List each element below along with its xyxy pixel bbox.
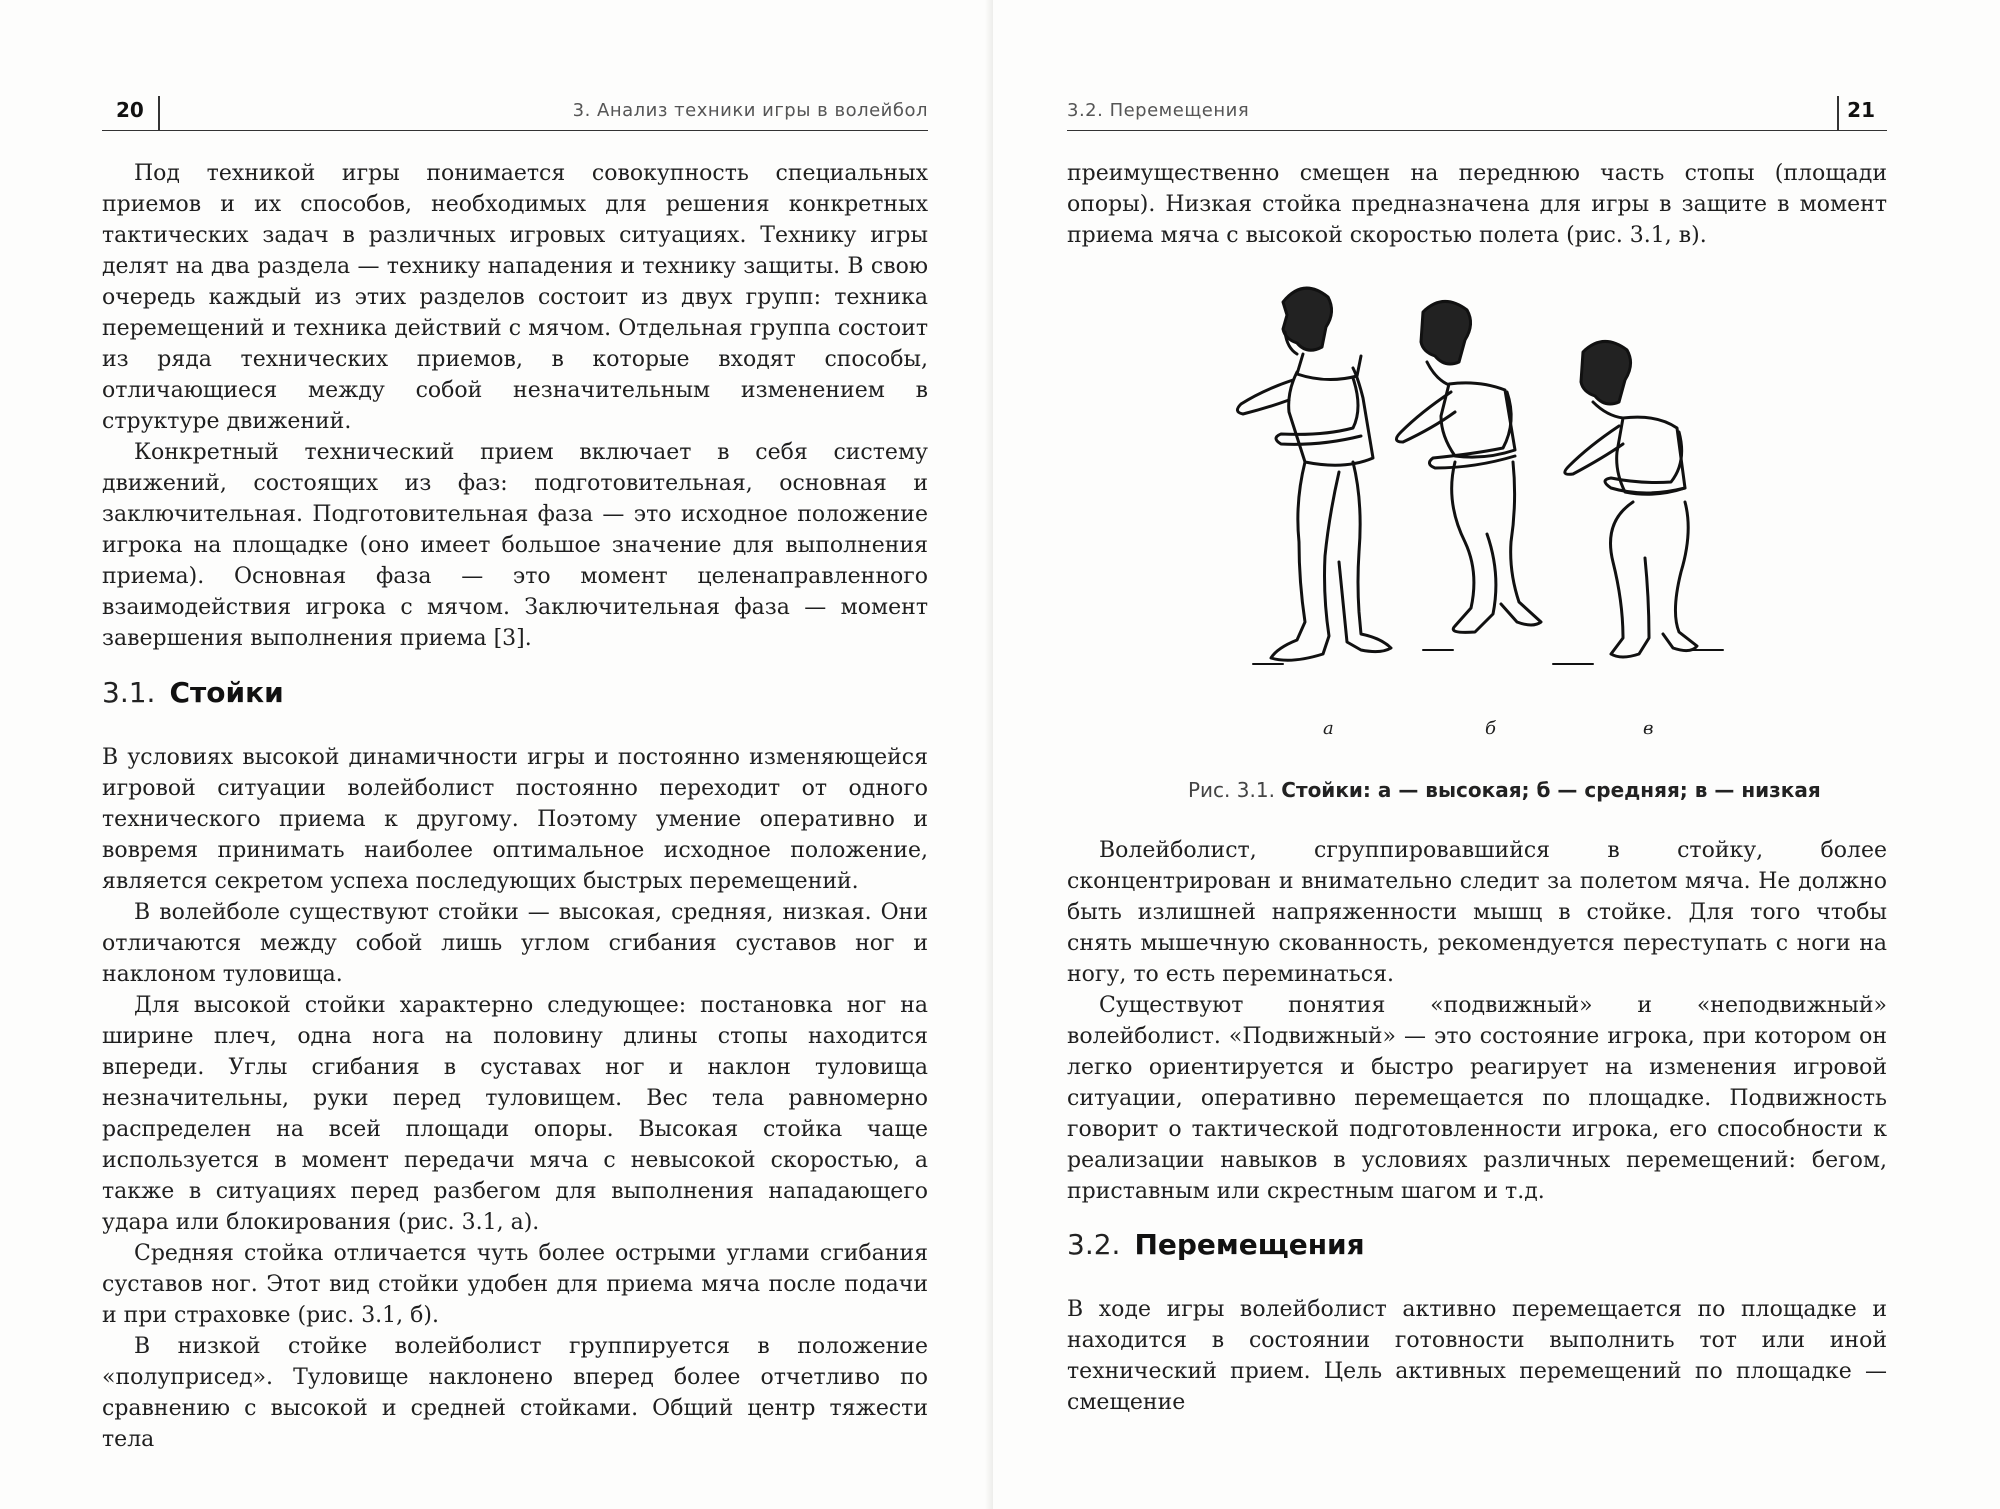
header-divider-tick	[1837, 96, 1839, 130]
section-title: Стойки	[169, 676, 284, 709]
figure-caption-label: Рис. 3.1.	[1188, 778, 1275, 802]
right-page	[993, 0, 2000, 1509]
paragraph: Существуют понятия «подвижный» и «неподвижный» волейболист. «Подвижный» — это состояние игрока, при котором он легко ориентируется и быстро реагирует на изменения игровой ситуации, оперативно перемещается по площадке. Подвижность говорит о тактической подготовленности игрока, его способности к реализации навыков в условиях различных перемещений: бегом, приставным или скрестным шагом и т.д.	[1067, 993, 1887, 1204]
figure-letter-b: б	[1485, 718, 1496, 739]
left-text-bottom	[102, 742, 928, 1455]
paragraph: В условиях высокой динамичности игры и постоянно изменяющейся игровой ситуации волейболист постоянно переходит от одного технического приема к другому. Поэтому умение оперативно и вовремя принимать наиболее оптимальное исходное положение, является секретом успеха последующих быстрых перемещений.	[102, 745, 928, 894]
right-running-head-title: 3.2. Перемещения	[1067, 100, 1250, 121]
right-text-bottom	[1067, 1294, 1887, 1418]
left-page	[0, 0, 993, 1509]
section-title: Перемещения	[1134, 1228, 1365, 1261]
section-number: 3.2.	[1067, 1228, 1121, 1261]
page-number-right: 21	[1847, 98, 1875, 122]
paragraph: Под техникой игры понимается совокупность специальных приемов и их способов, необходимых для решения конкретных тактических задач в различных игровых ситуациях. Технику игры делят на два раздела — технику нападения и технику защиты. В свою очередь каждый из этих разделов состоит из двух групп: техника перемещений и техника действий с мячом. Отдельная группа состоит из ряда технических приемов, в которые входят способы, отличающиеся между собой незначительным изменением в структуре движений.	[102, 161, 928, 434]
figure-letter-v: в	[1643, 718, 1654, 739]
paragraph: преимущественно смещен на переднюю часть стопы (площади опоры). Низкая стойка предназначена для игры в защите в момент приема мяча с высокой скоростью полета (рис. 3.1, в).	[1067, 161, 1887, 248]
figure-high-stance	[1237, 288, 1391, 660]
left-running-head	[102, 96, 928, 131]
section-number: 3.1.	[102, 676, 156, 709]
paragraph: Конкретный технический прием включает в себя систему движений, состоящих из фаз: подготовительная, основная и заключительная. Подготовительная фаза — это исходное положение игрока на площадке (оно имеет большое значение для выполнения приема). Основная фаза — это момент целенаправленного взаимодействия игрока с мячом. Заключительная фаза — момент завершения выполнения приема [3].	[102, 440, 928, 651]
figure-medium-stance	[1396, 301, 1541, 632]
section-heading-3-2	[1067, 1228, 1365, 1261]
section-heading-3-1	[102, 676, 284, 709]
figure-caption	[1188, 778, 1821, 802]
paragraph: В ходе игры волейболист активно перемещается по площадке и находится в состоянии готовности выполнить тот или иной технический прием. Цель активных перемещений по площадке — смещение	[1067, 1297, 1887, 1415]
volleyball-stances-illustration	[1223, 272, 1743, 712]
left-running-head-title: 3. Анализ техники игры в волейбол	[572, 100, 928, 121]
figure-low-stance	[1565, 341, 1697, 657]
right-text-top	[1067, 158, 1887, 251]
figure-caption-text: Стойки: а — высокая; б — средняя; в — низкая	[1281, 778, 1821, 802]
paragraph: В низкой стойке волейболист группируется в положение «полуприсед». Туловище наклонено вперед более отчетливо по сравнению с высокой и средней стойками. Общий центр тяжести тела	[102, 1334, 928, 1452]
paragraph: Для высокой стойки характерно следующее: постановка ног на ширине плеч, одна нога на половину длины стопы находится впереди. Углы сгибания в суставах ног и наклон туловища незначительны, руки перед туловищем. Вес тела равномерно распределен на всей площади опоры. Высокая стойка чаще используется в момент передачи мяча с невысокой скоростью, а также в ситуациях перед разбегом для выполнения нападающего удара или блокирования (рис. 3.1, а).	[102, 993, 928, 1235]
paragraph: В волейболе существуют стойки — высокая, средняя, низкая. Они отличаются между собой лишь углом сгибания суставов ног и наклоном туловища.	[102, 900, 928, 987]
paragraph: Средняя стойка отличается чуть более острыми углами сгибания суставов ног. Этот вид стойки удобен для приема мяча после подачи и при страховке (рис. 3.1, б).	[102, 1241, 928, 1328]
page-number-left: 20	[116, 98, 144, 122]
right-text-middle	[1067, 835, 1887, 1207]
header-divider-tick	[158, 96, 160, 130]
right-running-head	[1067, 96, 1887, 131]
figure-3-1-stances	[1223, 272, 1743, 742]
left-text-top	[102, 158, 928, 654]
figure-letter-a: а	[1323, 718, 1334, 739]
paragraph: Волейболист, сгруппировавшийся в стойку, более сконцентрирован и внимательно следит за полетом мяча. Не должно быть излишней напряженности мышц в стойке. Для того чтобы снять мышечную скованность, рекомендуется переступать с ноги на ногу, то есть переминаться.	[1067, 838, 1887, 987]
